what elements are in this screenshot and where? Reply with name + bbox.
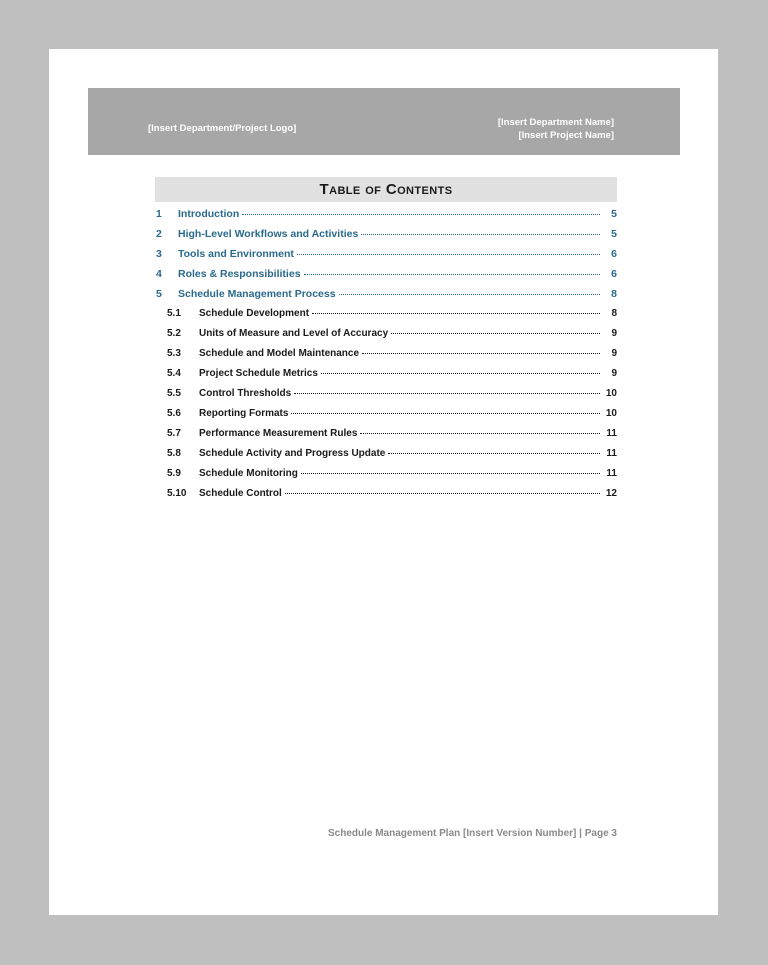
toc-entry[interactable] — [155, 488, 617, 508]
dot-leader — [339, 294, 600, 295]
toc-entry[interactable] — [155, 308, 617, 328]
toc-entry-number: 3 — [156, 248, 162, 260]
toc-entry-number: 5.4 — [167, 368, 181, 379]
toc-entry-page: 12 — [605, 488, 617, 499]
toc-entry[interactable] — [155, 328, 617, 348]
toc-entry-title: Schedule Control — [199, 488, 282, 499]
toc-entry-title: Units of Measure and Level of Accuracy — [199, 328, 389, 339]
dot-leader — [285, 493, 600, 494]
toc-entry[interactable] — [155, 448, 617, 468]
dot-leader — [321, 373, 600, 374]
toc-entry[interactable] — [155, 268, 617, 288]
header-project-name: [Insert Project Name] — [518, 129, 614, 141]
document-header — [88, 88, 680, 155]
toc-entry-page: 11 — [606, 428, 617, 439]
toc-entry-page: 5 — [611, 228, 617, 240]
toc-entry-number: 4 — [156, 268, 162, 280]
toc-entry-page: 9 — [611, 328, 617, 339]
toc-entry-title: High-Level Workflows and Activities — [178, 228, 359, 240]
dot-leader — [391, 333, 600, 334]
footer-page-number: Page 3 — [584, 828, 617, 839]
dot-leader — [360, 433, 600, 434]
toc-entry-page: 5 — [611, 208, 617, 220]
toc-entry-title: Tools and Environment — [178, 248, 294, 260]
toc-entry[interactable] — [155, 408, 617, 428]
toc-entry[interactable] — [155, 368, 617, 388]
toc-entry-number: 5.10 — [167, 488, 187, 499]
toc-entry-page: 6 — [611, 248, 617, 260]
toc-entry-number: 5.2 — [167, 328, 181, 339]
dot-leader — [301, 473, 600, 474]
toc-entry-page: 11 — [606, 448, 617, 459]
toc-entry[interactable] — [155, 228, 617, 248]
toc-entry-page: 10 — [605, 388, 617, 399]
toc-entry-title: Introduction — [178, 208, 240, 220]
page-footer — [328, 828, 617, 839]
toc-entry[interactable] — [155, 348, 617, 368]
toc-entry-page: 8 — [611, 308, 617, 319]
toc-title-text: Table of Contents — [319, 181, 453, 198]
dot-leader — [312, 313, 600, 314]
toc-entry-page: 9 — [611, 348, 617, 359]
footer-separator: | — [576, 828, 585, 839]
toc-entry-page: 6 — [611, 268, 617, 280]
dot-leader — [291, 413, 600, 414]
toc-entry-number: 5.6 — [167, 408, 181, 419]
header-department-name: [Insert Department Name] — [497, 116, 614, 128]
toc-entry[interactable] — [155, 468, 617, 488]
toc-entry-title: Schedule and Model Maintenance — [199, 348, 360, 359]
footer-document-label: Schedule Management Plan [Insert Version Number] — [327, 828, 577, 839]
toc-title — [155, 177, 617, 202]
toc-entry-page: 8 — [611, 288, 617, 300]
toc-entry-title: Project Schedule Metrics — [199, 368, 318, 379]
toc-entry[interactable] — [155, 428, 617, 448]
toc-entry-number: 5 — [156, 288, 162, 300]
toc-entry-number: 5.5 — [167, 388, 181, 399]
toc-entry-number: 5.8 — [167, 448, 181, 459]
toc-entry-number: 5.1 — [167, 308, 181, 319]
dot-leader — [294, 393, 600, 394]
dot-leader — [304, 274, 600, 275]
toc-entry-number: 2 — [156, 228, 162, 240]
toc-entry[interactable] — [155, 208, 617, 228]
toc-entry-title: Schedule Monitoring — [199, 468, 298, 479]
toc-entry-title: Control Thresholds — [199, 388, 292, 399]
dot-leader — [297, 254, 600, 255]
toc-entry-number: 5.3 — [167, 348, 181, 359]
toc-entries — [155, 208, 617, 508]
toc-entry-title: Schedule Development — [199, 308, 310, 319]
toc-entry-title: Reporting Formats — [199, 408, 289, 419]
document-page — [49, 49, 718, 915]
toc-entry[interactable] — [155, 388, 617, 408]
toc-entry-page: 11 — [606, 468, 617, 479]
toc-entry-title: Schedule Management Process — [178, 288, 336, 300]
toc-entry-title: Roles & Responsibilities — [178, 268, 301, 280]
header-names — [498, 116, 614, 142]
dot-leader — [242, 214, 600, 215]
dot-leader — [361, 234, 600, 235]
toc-entry-title: Schedule Activity and Progress Update — [199, 448, 386, 459]
toc-entry-number: 1 — [156, 208, 162, 220]
dot-leader — [362, 353, 600, 354]
toc-entry-page: 10 — [605, 408, 617, 419]
toc-entry-number: 5.7 — [167, 428, 181, 439]
dot-leader — [388, 453, 600, 454]
toc-entry[interactable] — [155, 288, 617, 308]
toc-entry-number: 5.9 — [167, 468, 181, 479]
toc-entry-page: 9 — [611, 368, 617, 379]
header-logo-placeholder: [Insert Department/Project Logo] — [148, 123, 297, 134]
toc-entry-title: Performance Measurement Rules — [199, 428, 358, 439]
toc-entry[interactable] — [155, 248, 617, 268]
